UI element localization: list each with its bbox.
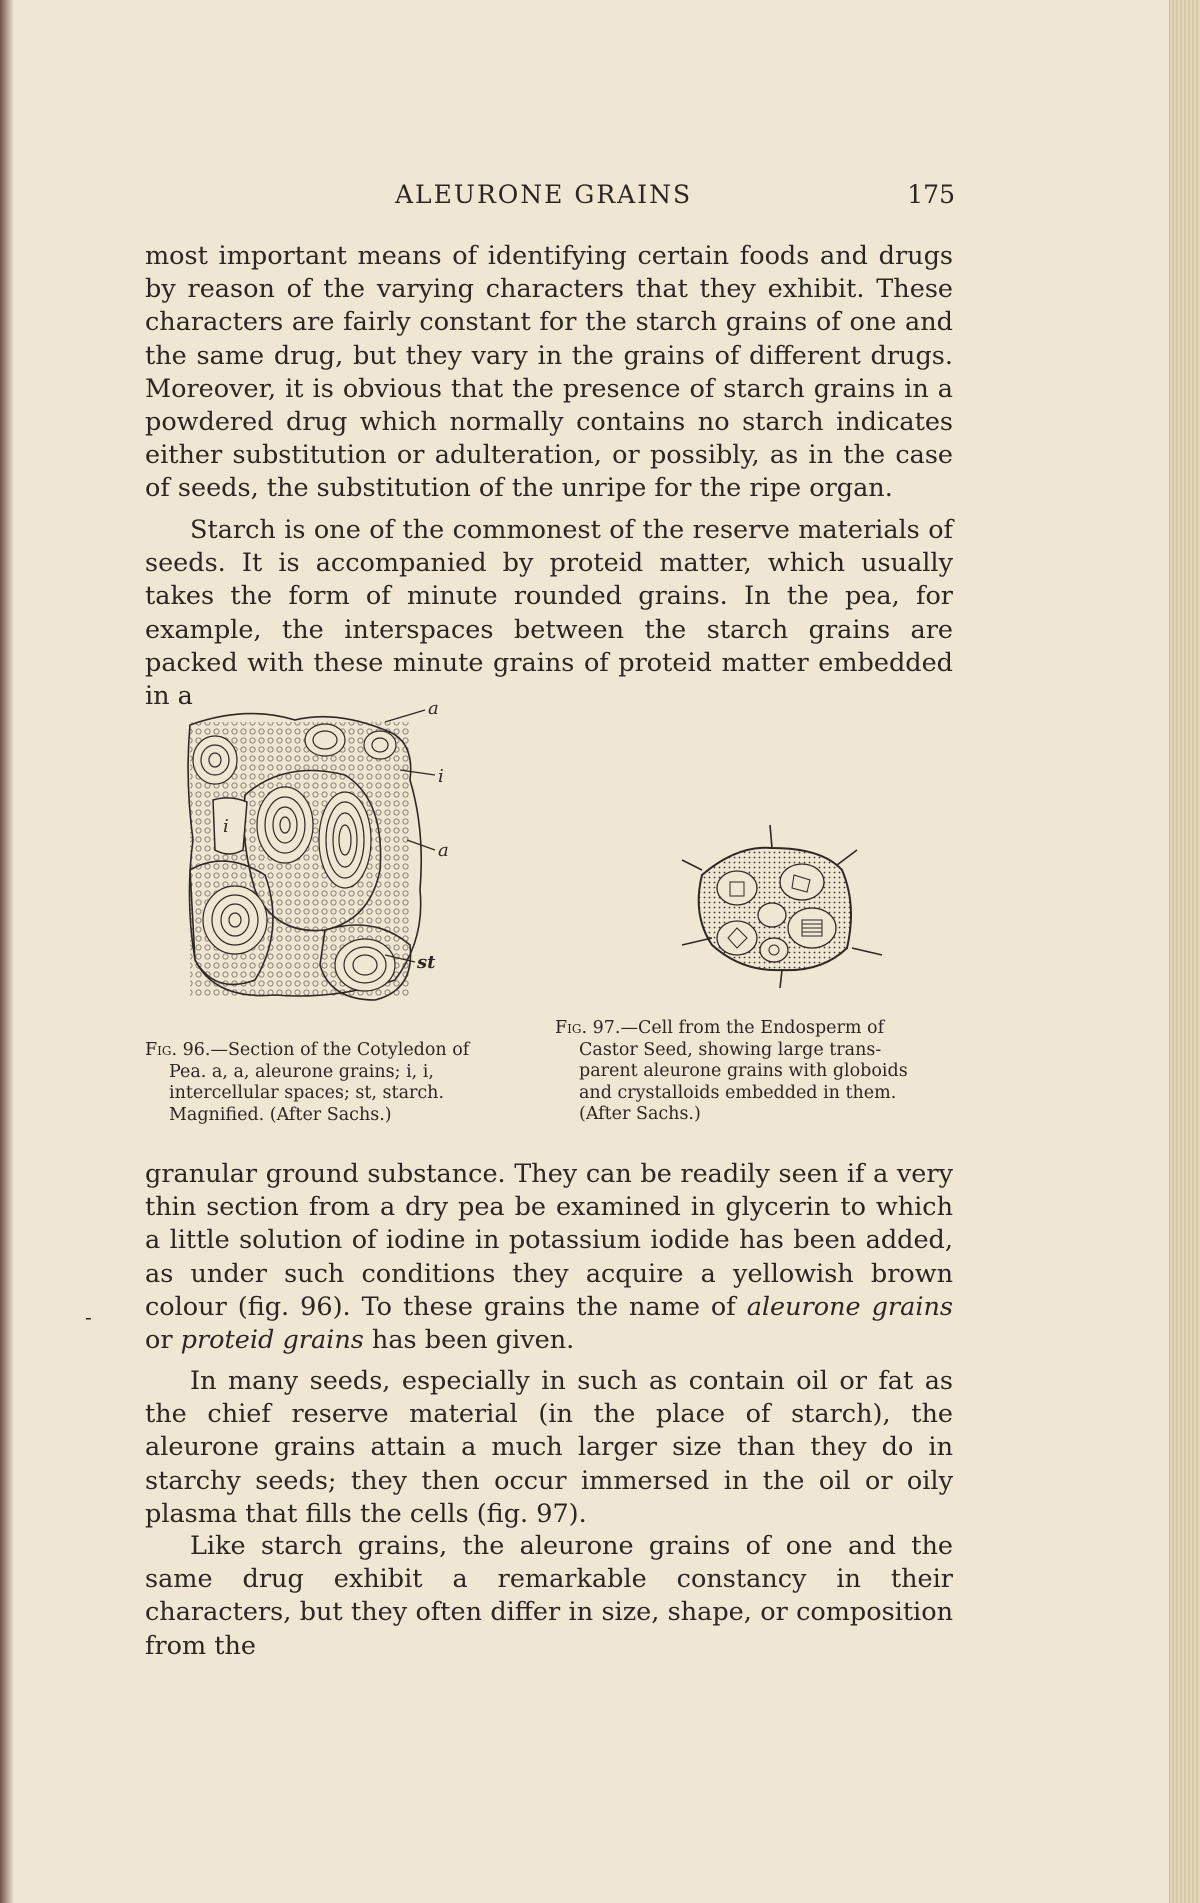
label-a-right: a bbox=[438, 840, 449, 861]
paragraph-3-text-a: granular ground substance. They can be readily seen if a very thin section from a dry pea be examined in glycerin to which a little solution of iodine in potassium iodide has been added, as under such conditions they acquire a yellowish brown colour (fig. 96). To these grains the name of bbox=[145, 1159, 953, 1322]
paragraph-4: In many seeds, especially in such as contain oil or fat as the chief reserve material (in the place of starch), the aleurone grains attain a much larger size than they do in starchy seeds; they then occur immersed in the oil or oily plasma that fills the cells (fig. 97). bbox=[145, 1366, 953, 1529]
label-a-top: a bbox=[428, 700, 439, 719]
caption-96-line-3: intercellular spaces; st, starch. bbox=[169, 1083, 445, 1103]
caption-97-line-2: Castor Seed, showing large trans- bbox=[579, 1039, 882, 1060]
caption-96-line-4: Magnified. (After Sachs.) bbox=[169, 1104, 392, 1125]
paragraph-1: most important means of identifying certain foods and drugs by reason of the varying characters that they exhibit. These characters are fairly constant for the starch grains of one and the same drug, but they vary in the grains of different drugs. Moreover, it is obvious that the presence of starch grains in a powdered drug which normally contains no starch indicates either substitution or adulteration, or possibly, as in the case of seeds, the substitution of the unripe for the ripe organ. bbox=[145, 241, 953, 504]
figure-96 bbox=[185, 700, 485, 1020]
caption-97-line-3: parent aleurone grains with globoids bbox=[579, 1061, 908, 1081]
running-head: ALEURONE GRAINS bbox=[395, 180, 693, 209]
paragraph-3-text-b: or bbox=[145, 1325, 181, 1356]
label-i-left: i bbox=[223, 816, 229, 837]
caption-97-line-5: (After Sachs.) bbox=[579, 1104, 701, 1124]
paragraph-3-text-c: has been given. bbox=[363, 1325, 575, 1356]
caption-97-line-4: and crystalloids embedded in them. bbox=[579, 1082, 897, 1103]
paragraph-3 bbox=[145, 1158, 953, 1357]
figure-96-number: Fig. 96. bbox=[145, 1040, 211, 1060]
pea-cotyledon-illustration bbox=[185, 700, 485, 1020]
label-st: st bbox=[417, 952, 436, 973]
term-proteid-grains: proteid grains bbox=[180, 1325, 364, 1356]
caption-96-line-2: Pea. a, a, aleurone grains; i, i, bbox=[169, 1061, 434, 1082]
label-i-right: i bbox=[438, 766, 444, 787]
castor-seed-cell-illustration bbox=[662, 820, 892, 995]
page-edge bbox=[1169, 0, 1200, 1903]
figure-97-caption bbox=[555, 1018, 955, 1126]
caption-96-line-1: —Section of the Cotyledon of bbox=[210, 1040, 470, 1060]
page-number: 175 bbox=[907, 180, 955, 209]
margin-mark: - bbox=[85, 1305, 92, 1329]
caption-97-line-1: —Cell from the Endosperm of bbox=[620, 1018, 885, 1038]
paragraph-2: Starch is one of the commonest of the reserve materials of seeds. It is accompanied by proteid matter, which usually takes the form of minute rounded grains. In the pea, for example, the interspaces between the starch grains are packed with these minute grains of proteid matter embedded in a bbox=[145, 515, 953, 712]
figure-97-number: Fig. 97. bbox=[555, 1018, 621, 1038]
page-header bbox=[145, 180, 955, 216]
term-aleurone-grains: aleurone grains bbox=[746, 1291, 953, 1322]
figure-96-caption bbox=[145, 1040, 545, 1126]
paragraph-5: Like starch grains, the aleurone grains of one and the same drug exhibit a remarkable constancy in their characters, but they often differ in size, shape, or composition from the bbox=[145, 1531, 953, 1661]
figure-97 bbox=[662, 820, 892, 995]
